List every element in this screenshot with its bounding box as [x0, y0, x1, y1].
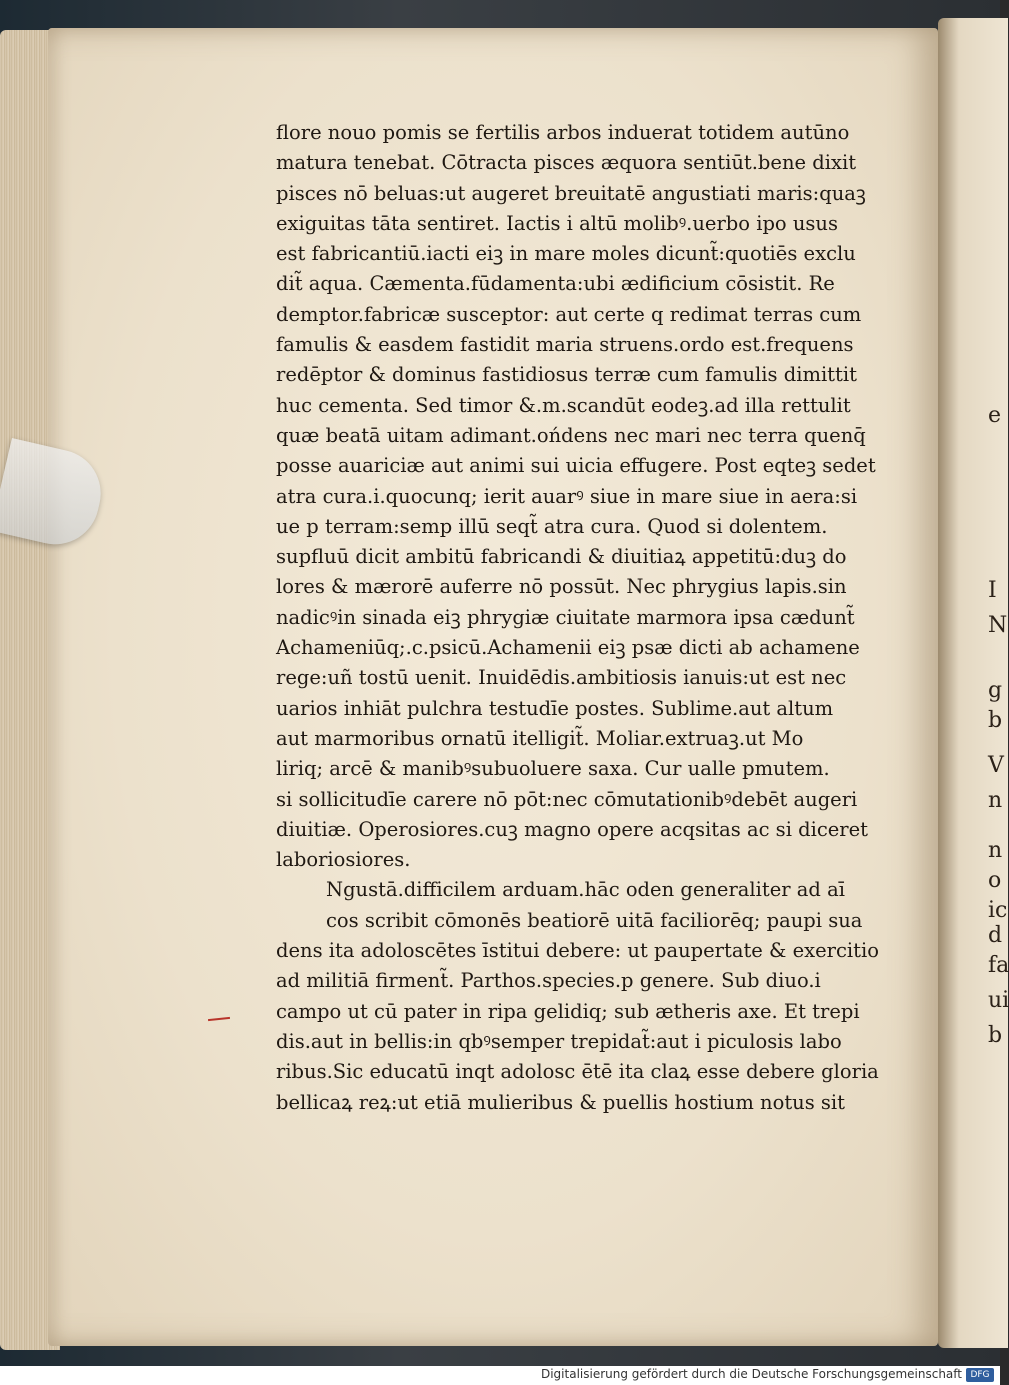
text-line: si sollicitudīe carere nō pōt:nec cōmutationibꝰdebēt augeri: [276, 787, 858, 811]
facing-page-letter: e: [988, 403, 1002, 428]
text-line: dis.aut in bellis:in qbꝰsemper trepidat̃:aut i piculosis labo: [276, 1029, 842, 1053]
facing-page-letter: b: [988, 1023, 1003, 1048]
text-line: quæ beatā uitam adimant.ońdens nec mari nec terra quenq̄: [276, 423, 866, 447]
text-line: huc cementa. Sed timor &.m.scandūt eodeꝫ.ad illa rettulit: [276, 393, 851, 417]
text-line: nadicꝰin sinada eiꝫ phrygiæ ciuitate marmora ipsa cædunt̃: [276, 605, 855, 629]
text-line: uarios inhiāt pulchra testudīe postes. Sublime.aut altum: [276, 696, 834, 720]
text-line: atra cura.i.quocunq; ierit auarꝰ siue in mare siue in aera:si: [276, 484, 858, 508]
facing-page-letter: o: [988, 868, 1002, 893]
text-line: matura tenebat. Cōtracta pisces æquora sentiūt.bene dixit: [276, 151, 857, 175]
text-line: ad militiā firment̃. Parthos.species.p genere. Sub diuo.i: [276, 969, 821, 993]
text-line: exiguitas tāta sentiret. Iactis i altū molibꝰ.uerbo ipo usus: [276, 211, 838, 235]
text-line: demptor.fabricæ susceptor: aut certe q redimat terras cum: [276, 302, 862, 326]
facing-page-letter: fa: [988, 953, 1009, 978]
text-line: diuitiæ. Operosiores.cuꝫ magno opere acqsitas ac si diceret: [276, 817, 869, 841]
text-line: Ngustā.difficilem arduam.hāc oden generaliter ad aī: [326, 878, 845, 902]
funding-credit: Digitalisierung gefördert durch die Deutsche Forschungsgemeinschaft: [540, 1367, 962, 1381]
text-line: laboriosiores.: [276, 848, 411, 872]
text-line: bellicaꝝ reꝝ:ut etiā mulieribus & puellis hostium notus sit: [276, 1090, 846, 1114]
text-line: Achameniūq;.c.psicū.Achamenii eiꝫ psæ dicti ab achamene: [276, 636, 860, 660]
facing-page-edge: [938, 18, 1008, 1348]
facing-page-letter: d: [988, 923, 1003, 948]
text-line: ribus.Sic educatū inqt adolosc ētē ita claꝝ esse debere gloria: [276, 1060, 879, 1084]
facing-page-letter: N: [988, 613, 1008, 638]
text-line: lores & mærorē auferre nō possūt. Nec phrygius lapis.sin: [276, 575, 847, 599]
dfg-logo-icon: DFG: [966, 1368, 994, 1382]
text-line: supfluū dicit ambitū fabricandi & diuitiaꝝ appetitū:duꝫ do: [276, 545, 847, 569]
facing-page-letter: n: [988, 838, 1003, 863]
text-line: dens ita adoloscētes īstitui debere: ut paupertate & exercitio: [276, 939, 879, 963]
text-line: ue p terram:semp illū seqt̃ atra cura. Quod si dolentem.: [276, 514, 828, 538]
facing-page-letter: ui: [988, 988, 1009, 1013]
text-line: rege:uñ tostū uenit. Inuidēdis.ambitiosis ianuis:ut est nec: [276, 666, 847, 690]
paragraph-ode-commentary: [276, 875, 879, 1117]
facing-page-letter: b: [988, 708, 1003, 733]
text-line: famulis & easdem fastidit maria struens.ordo est.frequens: [276, 333, 854, 357]
text-line: est fabricantiū.iacti eiꝫ in mare moles dicunt̃:quotiēs exclu: [276, 242, 856, 266]
facing-page-letter: n: [988, 788, 1003, 813]
page-text: [276, 118, 879, 1118]
text-line: redēptor & dominus fastidiosus terræ cum famulis dimittit: [276, 363, 857, 387]
text-line: cos scribit cōmonēs beatiorē uitā faciliorēq; paupi sua: [326, 908, 863, 932]
paragraph-commentary: [276, 118, 876, 875]
text-line: campo ut cū pater in ripa gelidiq; sub ætheris axe. Et trepi: [276, 999, 860, 1023]
text-line: liriq; arcē & manibꝰsubuoluere saxa. Cur ualle pmutem.: [276, 757, 830, 781]
facing-page-letter: g: [988, 678, 1003, 703]
text-line: pisces nō beluas:ut augeret breuitatē angustiati maris:quaꝫ: [276, 181, 866, 205]
text-line: dit̃ aqua. Cæmenta.fūdamenta:ubi ædificium cōsistit. Re: [276, 272, 835, 296]
text-line: posse auariciæ aut animi sui uicia effugere. Post eqteꝫ sedet: [276, 454, 876, 478]
text-line: flore nouo pomis se fertilis arbos induerat totidem autūno: [276, 121, 850, 144]
footer-bar: [0, 1366, 1000, 1385]
facing-page-letter: ic: [988, 898, 1008, 923]
facing-page-letter: V: [988, 753, 1004, 778]
text-line: aut marmoribus ornatū itelligit̃. Moliar.extruaꝫ.ut Mo: [276, 726, 804, 750]
facing-page-letter: I: [988, 578, 997, 603]
